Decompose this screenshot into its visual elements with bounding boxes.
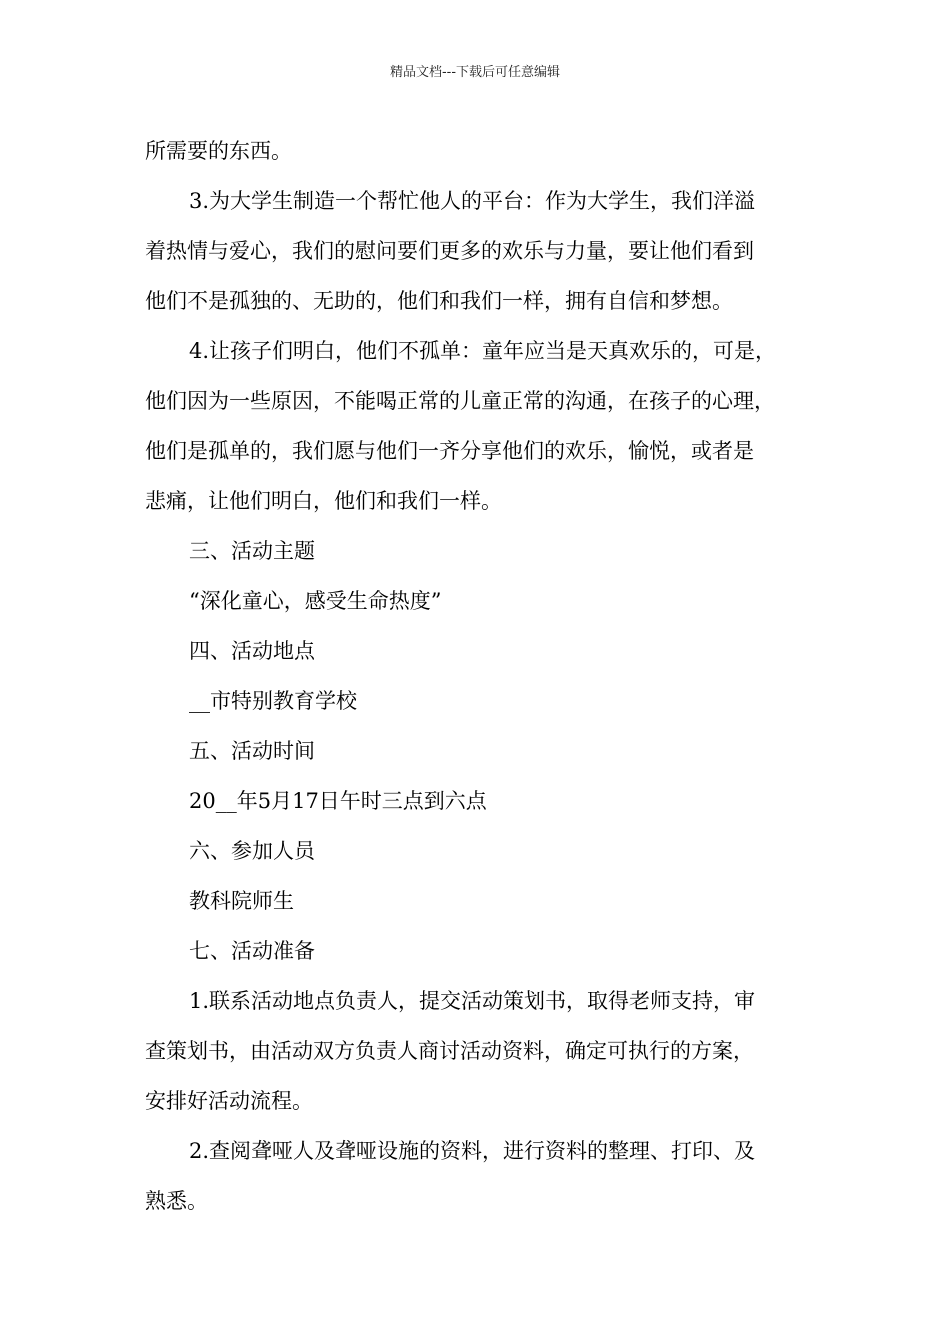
text-line: 他们因为一些原因，不能喝正常的儿童正常的沟通，在孩子的心理， [145,389,775,413]
text-line: 他们不是孤独的、无助的，他们和我们一样，拥有自信和梦想。 [145,289,733,313]
page-header: 精品文档---下载后可任意编辑 [389,65,561,80]
text-line: 所需要的东西。 [145,139,292,163]
text-line: 查策划书，由活动双方负责人商讨活动资料，确定可执行的方案， [145,1039,754,1063]
text-line: 4.让孩子们明白，他们不孤单：童年应当是天真欢乐的，可是， [189,339,777,363]
text-line: 教科院师生 [189,889,294,913]
text-line: 着热情与爱心，我们的慰问要们更多的欢乐与力量，要让他们看到 [145,239,754,263]
text-line: __市特别教育学校 [189,689,357,713]
text-line: 20__年5月17日午时三点到六点 [189,789,487,813]
document-body [145,126,820,1226]
section-heading: 五、活动时间 [189,739,315,763]
section-heading: 四、活动地点 [189,639,315,663]
section-heading: 三、活动主题 [189,539,315,563]
text-line: 2.查阅聋哑人及聋哑设施的资料，进行资料的整理、打印、及 [189,1139,756,1163]
text-line: “深化童心，感受生命热度” [189,589,442,613]
text-line: 1.联系活动地点负责人，提交活动策划书，取得老师支持，审 [189,989,756,1013]
text-line: 熟悉。 [145,1189,208,1213]
text-line: 3.为大学生制造一个帮忙他人的平台：作为大学生，我们洋溢 [189,189,756,213]
section-heading: 六、参加人员 [189,839,315,863]
text-line: 悲痛，让他们明白，他们和我们一样。 [145,489,502,513]
text-line: 安排好活动流程。 [145,1089,313,1113]
text-line: 他们是孤单的，我们愿与他们一齐分享他们的欢乐，愉悦，或者是 [145,439,754,463]
section-heading: 七、活动准备 [189,939,315,963]
